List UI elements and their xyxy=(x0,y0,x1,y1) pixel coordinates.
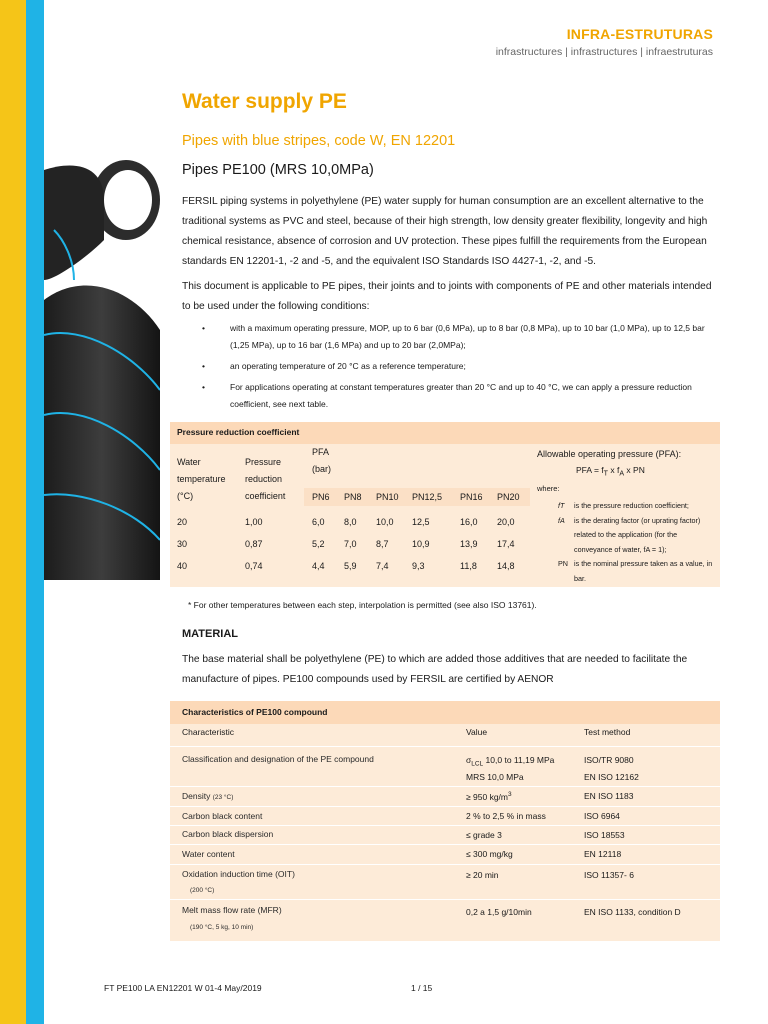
pn-header: PN20 xyxy=(497,492,520,502)
footer-page-number: 1 / 15 xyxy=(411,983,433,993)
table-cell: 4,4 xyxy=(312,561,325,571)
pfa-symbols xyxy=(558,499,714,586)
col-header-coefficient: Pressure reduction coefficient xyxy=(245,457,286,501)
table-row xyxy=(170,806,720,825)
page-title: Water supply PE xyxy=(182,90,347,113)
bullet-glyph: • xyxy=(202,382,205,392)
table-cell: 12,5 xyxy=(412,517,430,527)
row-characteristic: Water content xyxy=(182,849,235,859)
footer-doc-code: FT PE100 LA EN12201 W 01-4 May/2019 xyxy=(104,983,262,993)
material-paragraph: The base material shall be polyethylene (PE) to which are added those additives that are needed to facilitate the manufacture of pipes. PE100 compounds used by FERSIL are certified by AENOR xyxy=(182,654,688,685)
row-method: EN 12118 xyxy=(584,849,622,859)
row-characteristic: Oxidation induction time (OIT) xyxy=(182,869,295,879)
row-characteristic: Melt mass flow rate (MFR) xyxy=(182,905,282,915)
table-cell: 10,0 xyxy=(376,517,394,527)
row-value: $\sigma_{LCL}$ 10,0 to 11,19 MPa xyxy=(466,755,555,768)
row-method: ISO 18553 xyxy=(584,830,625,840)
table-cell: 8,0 xyxy=(344,517,357,527)
table-cell: 10,9 xyxy=(412,539,430,549)
row-method: ISO 6964 xyxy=(584,811,620,821)
list-item: • For applications operating at constant temperatures greater than 20 °C and up to 40 °C, we can apply a pressure reduction coefficient, see next table. xyxy=(182,379,722,413)
row-characteristic: Carbon black content xyxy=(182,811,263,821)
row-characteristic: Classification and designation of the PE compound xyxy=(182,754,374,764)
row-method: ISO/TR 9080 xyxy=(584,755,634,765)
table-cell: 40 xyxy=(177,561,188,571)
pressure-reduction-table xyxy=(170,422,720,587)
table-cell: 14,8 xyxy=(497,561,515,571)
list-item: • with a maximum operating pressure, MOP, up to 6 bar (0,6 MPa), up to 8 bar (0,8 MPa), up to 10 bar (1,0 MPa), up to 12,5 bar (1,25 MPa), up to 16 bar (1,6 MPa) and up to 20 bar (2,0MPa); xyxy=(182,320,722,354)
table-row xyxy=(170,844,720,864)
pfa-def-row: PN is the nominal pressure taken as a value, in bar. xyxy=(558,559,713,583)
row-characteristic: Density (23 °C) xyxy=(182,791,234,801)
table-cell: 11,8 xyxy=(460,561,477,571)
page-subheading: Pipes PE100 (MRS 10,0MPa) xyxy=(182,162,374,178)
table-cell: 1,00 xyxy=(245,517,263,527)
table-cell: 17,4 xyxy=(497,539,515,549)
col-header-temperature: Water temperature (°C) xyxy=(177,457,226,501)
material-heading: MATERIAL xyxy=(182,628,239,640)
conditions-list xyxy=(182,320,722,417)
brand-subtitle: infrastructures | infrastructures | infraestruturas xyxy=(495,46,713,58)
intro-paragraph: FERSIL piping systems in polyethylene (PE) water supply for human consumption are an excellent alternative to the traditional systems as PVC and steel, because of their high strength, low density greater flexibility, longevity and high chemical resistance, absence of corrosion and UV protection. These pipes fulfill the requirements from the European standards EN 12201-1, -2 and -5, and the equivalent ISO Standards ISO 4427-1, -2, and -5. xyxy=(182,196,708,267)
brand-header xyxy=(496,26,713,58)
pn-header: PN8 xyxy=(344,492,362,502)
table-cell: 30 xyxy=(177,539,188,549)
table-row xyxy=(170,746,720,786)
brand-title: INFRA-ESTRUTURAS xyxy=(566,26,713,42)
pfa-def-row: fA is the derating factor (or uprating factor) related to the application (for the conveyance of water, fA = 1); xyxy=(558,515,701,554)
table-cell: 8,7 xyxy=(376,539,389,549)
table-cell: 20,0 xyxy=(497,517,515,527)
scope-paragraph: This document is applicable to PE pipes, their joints and to joints with components of PE and other materials intended to be used under the following conditions: xyxy=(182,281,712,312)
pn-header: PN12,5 xyxy=(412,492,443,502)
pn-header: PN10 xyxy=(376,492,399,502)
interpolation-footnote: * For other temperatures between each step, interpolation is permitted (see also ISO 13761). xyxy=(188,600,537,610)
row-method-secondary: EN ISO 12162 xyxy=(584,772,639,782)
table-cell: 0,87 xyxy=(245,539,263,549)
compound-characteristics-table xyxy=(170,701,720,941)
row-characteristic-note: (200 °C) xyxy=(190,887,215,894)
left-cyan-stripe xyxy=(26,0,44,1024)
pfa-where: where: xyxy=(537,484,560,493)
table-cell: 5,9 xyxy=(344,561,357,571)
pipe-photo xyxy=(44,160,160,580)
col-header-value: Value xyxy=(466,727,488,737)
table-cell: 0,74 xyxy=(245,561,263,571)
table-cell: 16,0 xyxy=(460,517,478,527)
pfa-def-row: fT is the pressure reduction coefficient; xyxy=(558,501,689,510)
table-title: Pressure reduction coefficient xyxy=(170,422,720,444)
table-cell: 5,2 xyxy=(312,539,325,549)
pn-header: PN16 xyxy=(460,492,483,502)
table-row xyxy=(170,786,720,806)
row-value: ≤ 300 mg/kg xyxy=(466,849,513,859)
row-method: EN ISO 1133, condition D xyxy=(584,907,681,917)
table-row xyxy=(170,825,720,844)
pfa-title: Allowable operating pressure (PFA): xyxy=(537,449,682,459)
row-value: ≥ 950 $kg/m^3$ xyxy=(466,791,512,802)
table-title: Characteristics of PE100 compound xyxy=(170,701,720,724)
row-value: ≥ 20 min xyxy=(466,870,499,880)
row-value: 0,2 a 1,5 g/10min xyxy=(466,907,532,917)
row-characteristic: Carbon black dispersion xyxy=(182,829,274,839)
table-cell: 20 xyxy=(177,517,188,527)
table-cell: 7,0 xyxy=(344,539,357,549)
table-cell: 6,0 xyxy=(312,517,325,527)
row-characteristic-note: (190 °C, 5 kg, 10 min) xyxy=(190,924,254,931)
list-item: • an operating temperature of 20 °C as a reference temperature; xyxy=(182,358,722,375)
table-row xyxy=(170,864,720,899)
table-cell: 9,3 xyxy=(412,561,425,571)
pfa-formula: PFA = $f_T$ x $f_A$ x PN xyxy=(576,465,645,478)
col-header-pfa: PFA (bar) xyxy=(312,447,332,474)
row-value: 2 % to 2,5 % in mass xyxy=(466,811,546,821)
row-value: ≤ grade 3 xyxy=(466,830,502,840)
row-value-secondary: MRS 10,0 MPa xyxy=(466,772,524,782)
row-method: EN ISO 1183 xyxy=(584,791,634,801)
col-header-test-method: Test method xyxy=(584,727,631,737)
pn-header: PN6 xyxy=(312,492,330,502)
bullet-glyph: • xyxy=(202,323,205,333)
left-yellow-stripe xyxy=(0,0,26,1024)
row-method: ISO 11357- 6 xyxy=(584,870,634,880)
table-row xyxy=(170,899,720,941)
bullet-glyph: • xyxy=(202,361,205,371)
table-cell: 7,4 xyxy=(376,561,389,571)
col-header-characteristic: Characteristic xyxy=(182,727,234,737)
page-subtitle: Pipes with blue stripes, code W, EN 12201 xyxy=(182,133,456,149)
table-cell: 13,9 xyxy=(460,539,478,549)
